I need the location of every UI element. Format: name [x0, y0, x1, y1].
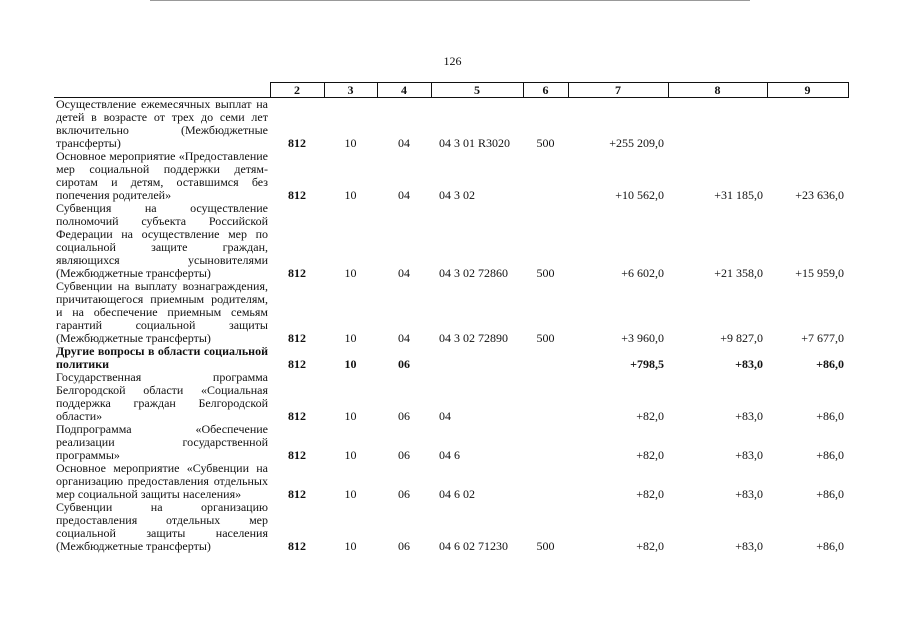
amount-col7-cell: +6 602,0	[621, 266, 664, 280]
amount-col9-cell: +86,0	[816, 409, 844, 423]
subsection-code-cell: 06	[398, 487, 410, 501]
amount-col7-cell: +82,0	[636, 448, 664, 462]
header-cell-6: 6	[523, 83, 568, 98]
target-article-cell: 04 6	[439, 448, 460, 462]
ministry-code-cell: 812	[288, 136, 306, 150]
header-cell-7: 7	[568, 83, 668, 98]
amount-col8-cell: +83,0	[735, 487, 763, 501]
expense-type-cell	[523, 150, 568, 202]
expense-type-cell	[523, 462, 568, 501]
row-name-cell: Осуществление ежемесячных выплат на детей в возрасте от трех до семи лет включительно (Межбюджетные трансферты)	[56, 97, 268, 150]
expense-type-cell: 500	[536, 136, 555, 150]
expense-type-cell	[523, 345, 568, 371]
header-cell-4: 4	[377, 83, 431, 98]
subsection-code-cell: 04	[398, 136, 410, 150]
subsection-code-cell: 06	[398, 409, 410, 423]
table-row	[54, 501, 848, 553]
row-name-cell: Субвенции на выплату вознаграждения, причитающегося приемным родителям, и на обеспечение приемным семьям гарантий социальной защиты (Межбюджетные трансферты)	[56, 279, 268, 345]
ministry-code-cell: 812	[288, 331, 306, 345]
amount-col8-cell: +9 827,0	[720, 331, 763, 345]
target-article-cell: 04 3 02 72860	[439, 266, 508, 280]
table-row	[54, 345, 848, 371]
target-article-cell: 04 6 02 71230	[439, 539, 508, 553]
table-header-row	[54, 83, 848, 98]
expense-type-cell	[523, 423, 568, 462]
amount-col8-cell	[668, 98, 767, 151]
header-cell-9: 9	[767, 83, 848, 98]
amount-col9-cell: +86,0	[816, 539, 844, 553]
header-cell-1	[54, 83, 270, 98]
section-code-cell: 10	[344, 357, 357, 371]
target-article-cell	[431, 345, 523, 371]
expense-type-cell	[523, 371, 568, 423]
table-row	[54, 150, 848, 202]
amount-col7-cell: +3 960,0	[621, 331, 664, 345]
amount-col9-cell: +86,0	[816, 357, 844, 371]
row-name-cell: Основное мероприятие «Предоставление мер социальной поддержки детям-сиротам и детям, оставшимся без попечения родителей»	[56, 149, 268, 202]
row-name-cell: Основное мероприятие «Субвенции на организацию предоставления отдельных мер социальной защиты населения»	[56, 461, 268, 501]
table-row	[54, 280, 848, 345]
ministry-code-cell: 812	[288, 487, 306, 501]
target-article-cell: 04 3 02	[439, 188, 475, 202]
table-row	[54, 98, 848, 151]
expense-type-cell: 500	[536, 331, 555, 345]
row-name-cell: Государственная программа Белгородской области «Социальная поддержка граждан Белгородской области»	[56, 370, 268, 423]
target-article-cell: 04 3 01 R3020	[439, 136, 511, 150]
header-cell-5: 5	[431, 83, 523, 98]
ministry-code-cell: 812	[288, 188, 306, 202]
section-code-cell: 10	[344, 539, 357, 553]
table-row	[54, 371, 848, 423]
section-code-cell: 10	[344, 188, 357, 202]
section-code-cell: 10	[344, 487, 357, 501]
amount-col9-cell: +23 636,0	[795, 188, 844, 202]
budget-table	[54, 82, 849, 553]
row-name-cell: Подпрограмма «Обеспечение реализации государственной программы»	[56, 422, 268, 462]
amount-col8-cell: +83,0	[735, 357, 763, 371]
amount-col9-cell: +15 959,0	[795, 266, 844, 280]
target-article-cell: 04 6 02	[439, 487, 475, 501]
table-row	[54, 423, 848, 462]
amount-col9-cell: +86,0	[816, 487, 844, 501]
ministry-code-cell: 812	[288, 539, 306, 553]
table-row	[54, 462, 848, 501]
subsection-code-cell: 06	[398, 448, 410, 462]
amount-col7-cell: +10 562,0	[615, 188, 664, 202]
amount-col7-cell: +255 209,0	[609, 136, 664, 150]
table-row	[54, 202, 848, 280]
subsection-code-cell: 06	[398, 357, 410, 371]
subsection-code-cell: 06	[398, 539, 410, 553]
subsection-code-cell: 04	[398, 266, 410, 280]
expense-type-cell: 500	[536, 539, 555, 553]
scan-top-rule	[150, 0, 750, 3]
amount-col7-cell: +798,5	[630, 357, 664, 371]
amount-col8-cell: +31 185,0	[714, 188, 763, 202]
amount-col8-cell: +21 358,0	[714, 266, 763, 280]
amount-col9-cell: +7 677,0	[801, 331, 844, 345]
subsection-code-cell: 04	[398, 331, 410, 345]
target-article-cell: 04 3 02 72890	[439, 331, 508, 345]
page-number: 126	[443, 54, 462, 68]
section-code-cell: 10	[344, 448, 357, 462]
header-cell-3: 3	[324, 83, 377, 98]
section-code-cell: 10	[344, 266, 357, 280]
header-cell-2: 2	[270, 83, 324, 98]
ministry-code-cell: 812	[288, 409, 306, 423]
amount-col9-cell	[767, 98, 848, 151]
amount-col8-cell: +83,0	[735, 409, 763, 423]
amount-col7-cell: +82,0	[636, 539, 664, 553]
row-name-cell: Субвенция на осуществление полномочий субъекта Российской Федерации на осуществление мер по социальной защите граждан, являющихся усыновителями (Межбюджетные трансферты)	[56, 201, 268, 280]
section-code-cell: 10	[344, 409, 357, 423]
header-cell-8: 8	[668, 83, 767, 98]
ministry-code-cell: 812	[288, 448, 306, 462]
amount-col9-cell: +86,0	[816, 448, 844, 462]
amount-col7-cell: +82,0	[636, 487, 664, 501]
amount-col8-cell: +83,0	[735, 539, 763, 553]
amount-col7-cell: +82,0	[636, 409, 664, 423]
expense-type-cell: 500	[536, 266, 555, 280]
ministry-code-cell: 812	[288, 357, 306, 371]
section-code-cell: 10	[344, 136, 357, 150]
target-article-cell: 04	[439, 409, 451, 423]
row-name-cell: Другие вопросы в области социальной политики	[56, 344, 268, 371]
row-name-cell: Субвенции на организацию предоставления отдельных мер социальной защиты населения (Межбюджетные трансферты)	[56, 500, 268, 553]
section-code-cell: 10	[344, 331, 357, 345]
amount-col8-cell: +83,0	[735, 448, 763, 462]
subsection-code-cell: 04	[398, 188, 410, 202]
ministry-code-cell: 812	[288, 266, 306, 280]
